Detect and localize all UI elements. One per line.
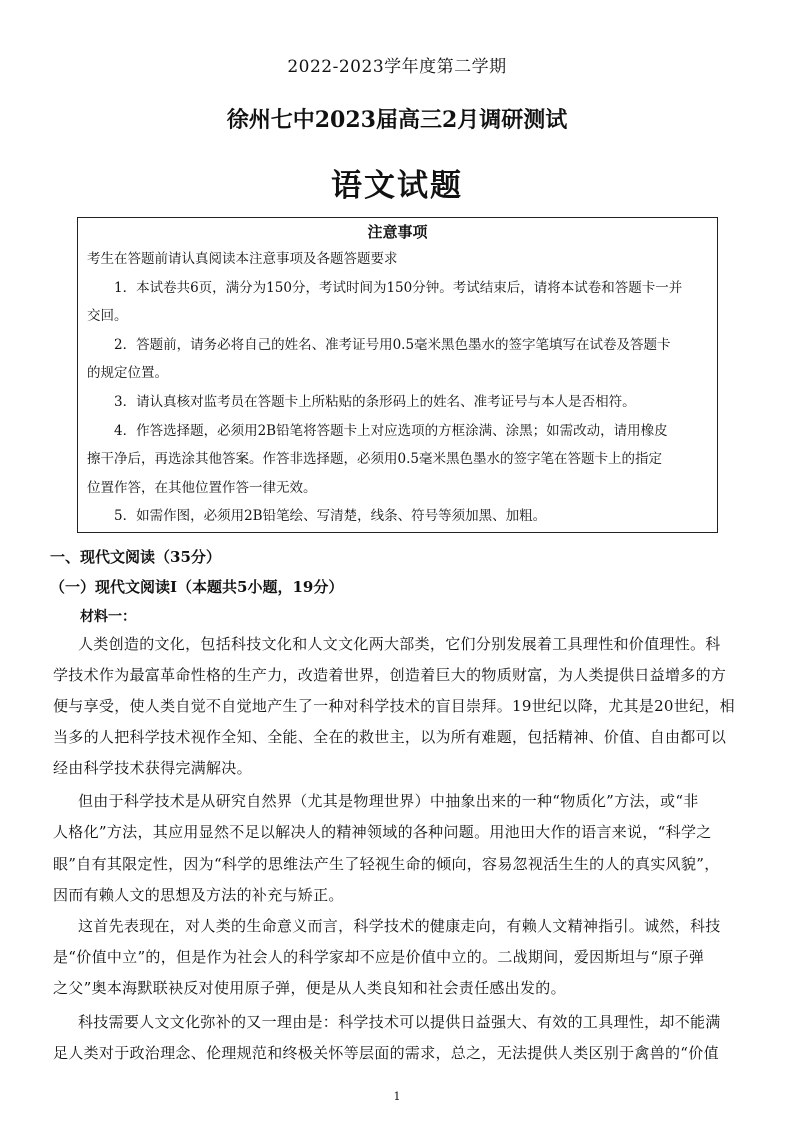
- notice-box: [77, 217, 718, 533]
- body-line: 科技需要人文文化弥补的又一理由是：科学技术可以提供日益强大、有效的工具理性，却不能满: [78, 1013, 721, 1031]
- notice-line: 1．本试卷共6页，满分为150分，考试时间为150分钟。考试结束后，请将本试卷和答题卡一并: [114, 280, 683, 296]
- body-line: 眼”自有其限定性，因为“科学的思维法产生了轻视生命的倾向，容易忽视活生生的人的真实风貌”，: [53, 855, 720, 873]
- notice-line: 的规定位置。: [87, 365, 168, 381]
- body-line: 人类创造的文化，包括科技文化和人文文化两大部类，它们分别发展着工具理性和价值理性。科: [78, 635, 721, 653]
- material-label: 材料一：: [80, 609, 136, 625]
- notice-line: 4．作答选择题，必须用2B铅笔将答题卡上对应选项的方框涂满、涂黑；如需改动，请用橡皮: [114, 423, 668, 439]
- page-number: 1: [393, 1090, 401, 1103]
- subject-title: 语文试题: [331, 168, 463, 204]
- notice-line: 2．答题前，请务必将自己的姓名、准考证号用0.5毫米黑色墨水的签字笔填写在试卷及答题卡: [114, 337, 671, 353]
- body-line: 当多的人把科学技术视作全知、全能、全在的救世主，以为所有难题，包括精神、价值、自由都可以: [53, 728, 727, 746]
- body-line: 这首先表现在，对人类的生命意义而言，科学技术的健康走向，有赖人文精神指引。诚然，科技: [78, 917, 721, 935]
- notice-line: 擦干净后，再选涂其他答案。作答非选择题，必须用0.5毫米黑色墨水的签字笔在答题卡上的指定: [87, 451, 662, 467]
- body-line: 便与享受，使人类自觉不自觉地产生了一种对科学技术的盲目崇拜。19世纪以降，尤其是20世纪，相: [53, 697, 735, 715]
- notice-line: 交回。: [87, 308, 128, 324]
- body-line: 人格化”方法，其应用显然不足以解决人的精神领域的各种问题。用池田大作的语言来说，“科学之: [53, 823, 712, 841]
- body-line: 是“价值中立”的，但是作为社会人的科学家却不应是价值中立的。二战期间，爱因斯坦与“原子弹: [53, 948, 705, 966]
- exam-term: 2022-2023学年度第二学期: [287, 57, 507, 77]
- exam-title: 徐州七中2023届高三2月调研测试: [226, 107, 568, 133]
- body-line: 因而有赖人文的思想及方法的补充与矫正。: [53, 886, 344, 904]
- notice-line: 位置作答，在其他位置作答一律无效。: [87, 480, 317, 496]
- section-heading: 一、现代文阅读（35分）: [50, 548, 221, 566]
- subsection-heading: （一）现代文阅读Ⅰ（本题共5小题，19分）: [50, 578, 344, 596]
- notice-title: 注意事项: [367, 223, 428, 241]
- body-line: 但由于科学技术是从研究自然界（尤其是物理世界）中抽象出来的一种“物质化”方法，或“非: [78, 792, 699, 810]
- body-line: 经由科学技术获得完满解决。: [53, 759, 252, 777]
- notice-intro: 考生在答题前请认真阅读本注意事项及各题答题要求: [87, 251, 398, 267]
- body-line: 之父”奥本海默联袂反对使用原子弹，便是从人类良知和社会责任感出发的。: [53, 979, 566, 997]
- body-line: 学技术作为最富革命性格的生产力，改造着世界，创造着巨大的物质财富，为人类提供日益增多的方: [53, 666, 727, 684]
- notice-line: 5．如需作图，必须用2B铅笔绘、写清楚，线条、符号等须加黑、加粗。: [114, 508, 547, 524]
- body-line: 足人类对于政治理念、伦理规范和终极关怀等层面的需求，总之，无法提供人类区别于禽兽的“价值: [53, 1044, 719, 1062]
- notice-line: 3．请认真核对监考员在答题卡上所粘贴的条形码上的姓名、准考证号与本人是否相符。: [114, 394, 636, 410]
